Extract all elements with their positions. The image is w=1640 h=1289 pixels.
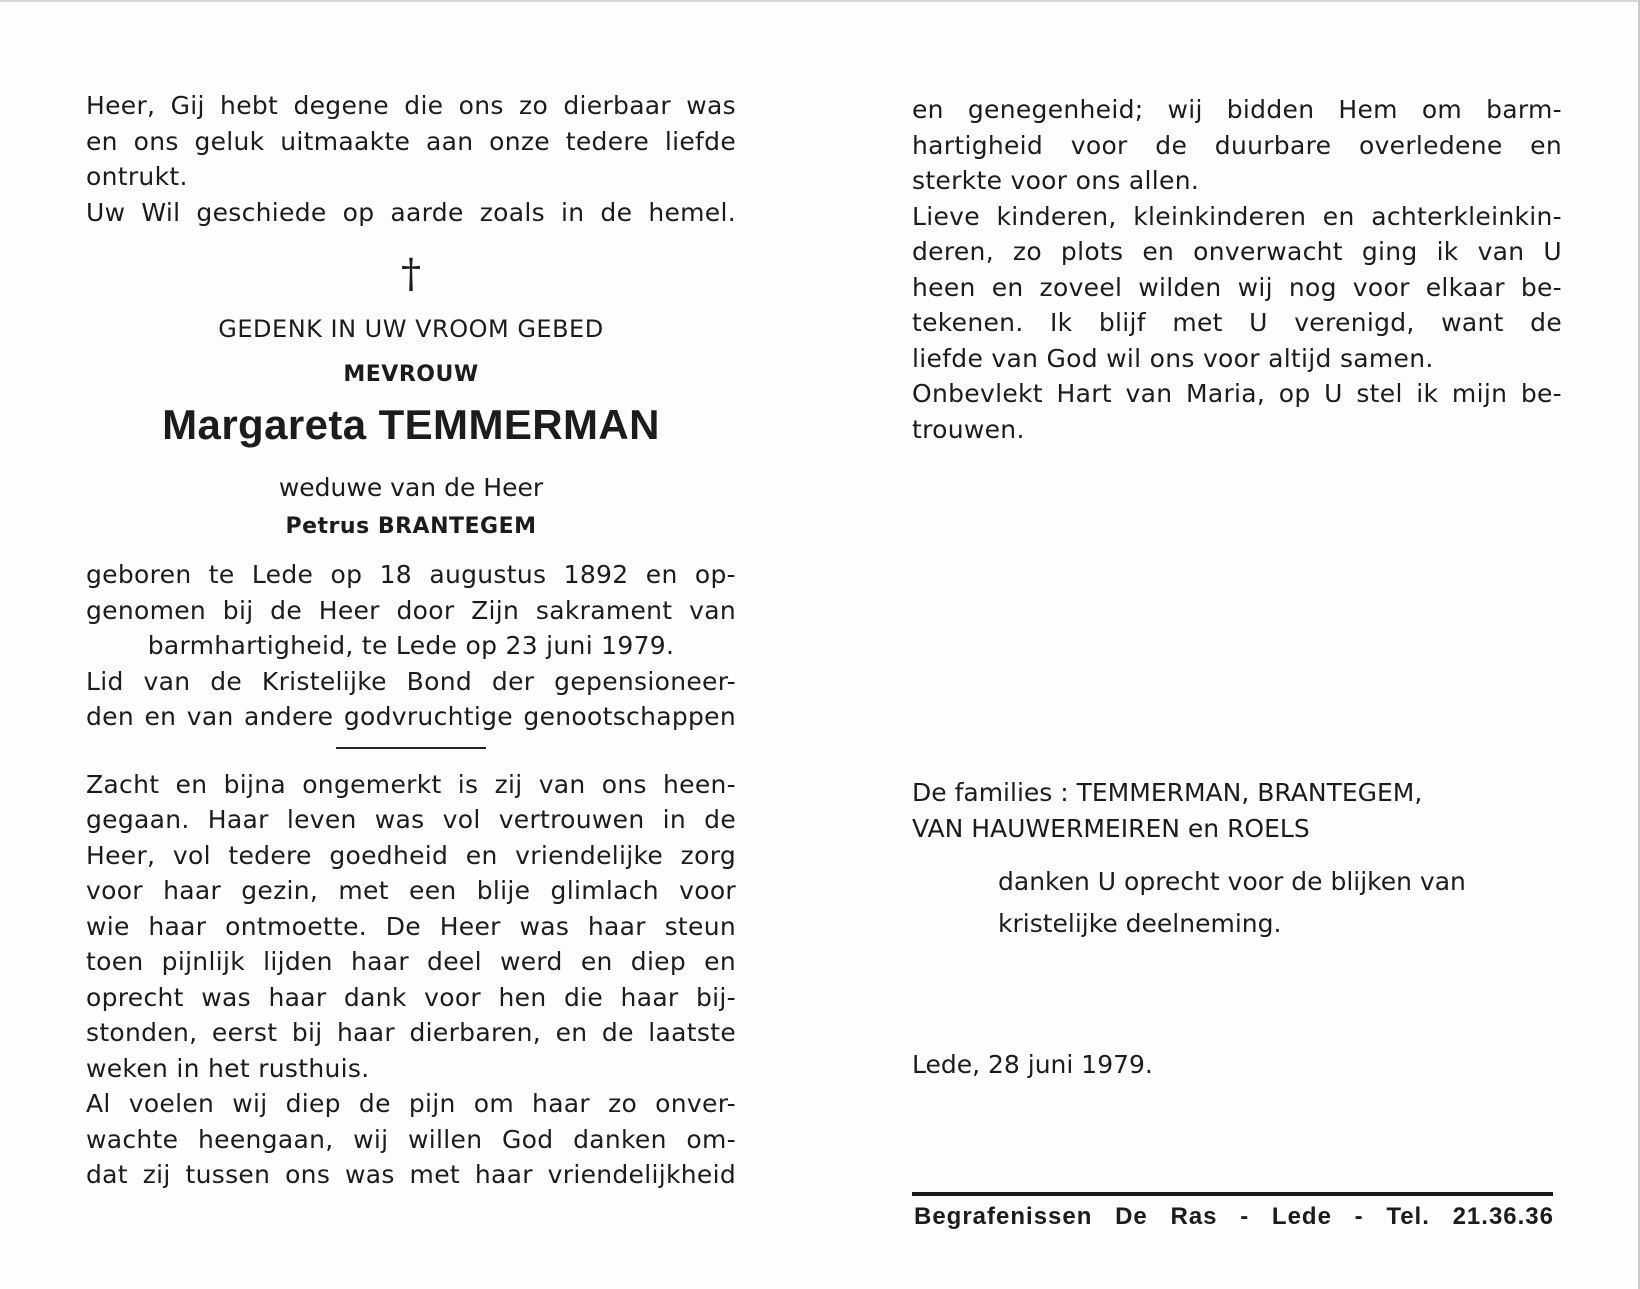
bio-line: genomen bij de Heer door Zijn sakrament van — [86, 595, 736, 625]
prayer-line: Heer, Gij hebt degene die ons zo dierbaar was — [86, 91, 736, 120]
eulogy-line: wie haar ontmoette. De Heer was haar steun — [86, 911, 736, 941]
membership-line: Lid van de Kristelijke Bond der gepensioneer- — [86, 666, 736, 696]
prayer-line: en ons geluk uitmaakte aan onze tedere liefde — [86, 126, 736, 156]
thanks-line: danken U oprecht voor de blijken van — [998, 867, 1466, 896]
prayer-line: Uw Wil geschiede op aarde zoals in de hemel. — [86, 197, 736, 227]
invocation-line: Onbevlekt Hart van Maria, op U stel ik mijn be- — [912, 379, 1562, 408]
place-date: Lede, 28 juni 1979. — [912, 1050, 1153, 1079]
eulogy-line: weken in het rusthuis. — [86, 1053, 370, 1083]
eulogy-line: Heer, vol tedere goedheid en vriendelijke zorg — [86, 840, 736, 870]
eulogy-line: Zacht en bijna ongemerkt is zij van ons heen- — [86, 769, 736, 799]
eulogy — [86, 767, 736, 1087]
eulogy-line: gegaan. Haar leven was vol vertrouwen in de — [86, 805, 736, 834]
farewell-line: heen en zoveel wilden wij nog voor elkaar be- — [912, 272, 1562, 302]
eulogy-line: voor haar gezin, met een blije glimlach voor — [86, 876, 736, 905]
cross-icon: † — [401, 251, 421, 297]
widow-line: weduwe van de Heer — [278, 473, 544, 502]
membership-line: den en van andere godvruchtige genootschappen — [86, 702, 736, 731]
farewell-paragraph — [912, 199, 1562, 377]
continuation-line: sterkte voor ons allen. — [912, 166, 1200, 195]
remember-heading: GEDENK IN UW VROOM GEBED — [218, 315, 604, 343]
thanks — [998, 861, 1512, 945]
right-column — [912, 92, 1562, 447]
eulogy-line: oprecht was haar dank voor hen die haar bij- — [86, 982, 736, 1012]
farewell-line: deren, zo plots en onverwacht ging ik van U — [912, 237, 1562, 266]
thanks-line: kristelijke deelneming. — [998, 909, 1282, 938]
eulogy-line: toen pijnlijk lijden haar deel werd en diep en — [86, 947, 736, 976]
closing-paragraph — [86, 1086, 736, 1193]
continuation-paragraph — [912, 92, 1562, 199]
closing-line: Al voelen wij diep de pijn om haar zo onver- — [86, 1089, 736, 1118]
farewell-line: tekenen. Ik blijf met U verenigd, want de — [912, 308, 1562, 337]
biography — [86, 557, 736, 664]
closing-line: wachte heengaan, wij willen God danken om- — [86, 1124, 736, 1154]
left-column — [86, 88, 736, 1193]
continuation-line: hartigheid voor de duurbare overledene en — [912, 130, 1562, 160]
families-line: De families : TEMMERMAN, BRANTEGEM, — [912, 778, 1423, 807]
closing-line: dat zij tussen ons was met haar vriendelijkheid — [86, 1160, 736, 1189]
families-acknowledgement — [912, 775, 1512, 945]
farewell-line: liefde van God wil ons voor altijd samen. — [912, 343, 1434, 373]
prayer-line: ontrukt. — [86, 162, 188, 191]
honorific: MEVROUW — [343, 362, 479, 387]
separator-line — [336, 747, 486, 749]
footer-rule — [912, 1192, 1553, 1196]
bio-line: barmhartigheid, te Lede op 23 juni 1979. — [147, 631, 675, 660]
opening-prayer — [86, 88, 736, 230]
undertaker-line: Begrafenissen De Ras - Lede - Tel. 21.36.36 — [914, 1203, 1554, 1230]
continuation-line: en genegenheid; wij bidden Hem om barm- — [912, 95, 1562, 124]
invocation — [912, 376, 1562, 447]
families-line: VAN HAUWERMEIREN en ROELS — [912, 814, 1310, 843]
bio-line: geboren te Lede op 18 augustus 1892 en op- — [86, 560, 736, 589]
farewell-line: Lieve kinderen, kleinkinderen en achterkleinkin- — [912, 201, 1562, 231]
invocation-line: trouwen. — [912, 414, 1025, 444]
card-edge-top — [0, 0, 1640, 2]
husband-name: Petrus BRANTEGEM — [285, 514, 537, 539]
deceased-name: Margareta TEMMERMAN — [162, 401, 660, 448]
membership — [86, 664, 736, 735]
eulogy-line: stonden, eerst bij haar dierbaren, en de laatste — [86, 1018, 736, 1047]
